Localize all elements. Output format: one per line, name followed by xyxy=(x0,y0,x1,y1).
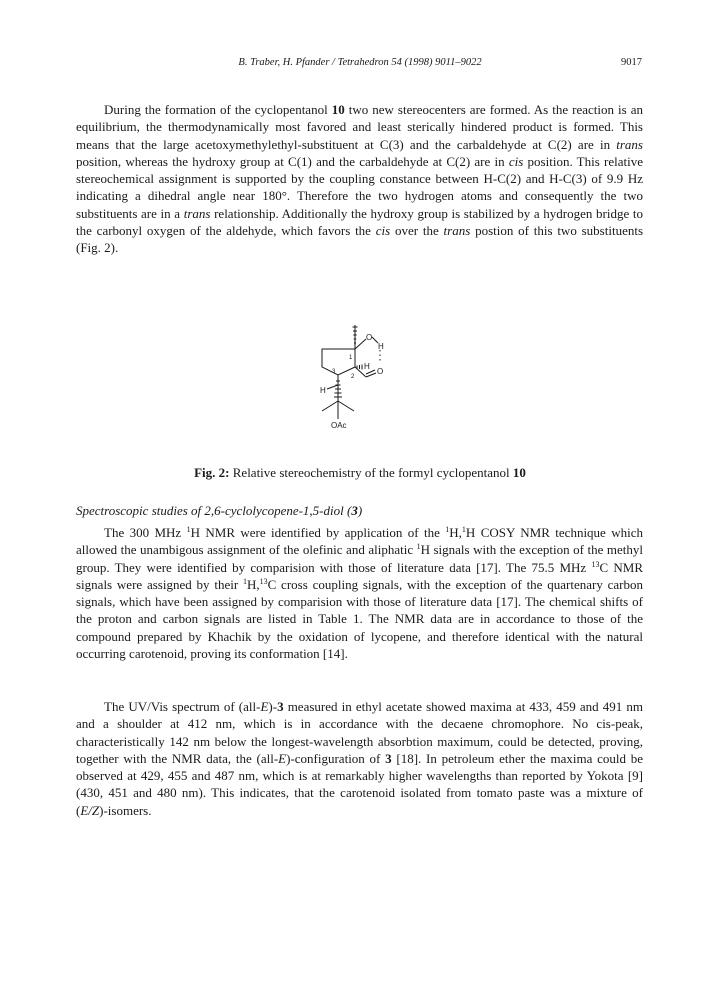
text-run: C NMR signals were assigned by their xyxy=(76,559,643,592)
text-run: postion of this two substituents (Fig. 2). xyxy=(76,222,644,255)
compound-ref: 10 xyxy=(331,102,345,117)
locant-1: 1 xyxy=(349,355,353,361)
locant-3: 3 xyxy=(332,369,336,375)
italic-term: cis xyxy=(375,222,391,238)
caption-label: Fig. 2: xyxy=(194,465,230,480)
text-run: position, whereas the hydroxy group at C(1) and the carbaldehyde at C(2) are in xyxy=(76,153,509,169)
text-run: The UV/Vis spectrum of (all- xyxy=(104,699,261,714)
text-run: C cross coupling signals, with the exception of the quartenary carbon signals, which have been assigned by comparision with those of literature data [17]. The chemical shifts of the proton and carbon signals are listed in Table 1. The NMR data are in accordance to those of the compound prepared by Khachik by the oxidation of lycopene, and therefore identical with the natural occurring carotenoid, proving its conformation [14]. xyxy=(76,576,643,661)
text-run: position. This relative stereochemical assignment is supported by the coupling constance between H-C(2) and H-C(3) of 9.9 Hz indicating a dihedral angle near 180°. Therefore the two hydrogen atoms and consequently the two substituents are in a xyxy=(76,153,644,221)
methyl-left xyxy=(322,401,338,411)
section-heading-text: Spectroscopic studies of 2,6-cyclolycopene-1,5-diol ( xyxy=(76,503,352,518)
caption-compound-ref: 10 xyxy=(512,465,526,480)
text-run: H, xyxy=(449,525,462,540)
superscript: 1 xyxy=(416,542,421,552)
superscript: 13 xyxy=(591,559,600,569)
text-run: )-configuration of xyxy=(286,750,386,766)
paragraph-stereocenters xyxy=(76,101,643,256)
italic-term: trans xyxy=(616,136,643,152)
text-run: measured in ethyl acetate showed maxima at 433, 459 and 491 nm and a shoulder at 412 nm, which is in accordance with the decaene chromophore. No cis-peak, characteristically 142 nm below the longest-wavelength absorbtion maximum, could be detected, proving, together with the NMR data, the (all- xyxy=(76,699,643,766)
running-head xyxy=(0,57,720,75)
methyl-right xyxy=(338,401,354,411)
atom-o-right: O xyxy=(377,367,384,376)
ring-bonds xyxy=(322,349,355,375)
text-run: H NMR were identified by application of the xyxy=(190,525,446,540)
caption-text: Relative stereochemistry of the formyl cyclopentanol xyxy=(229,465,513,480)
c1-o-bond xyxy=(355,339,366,349)
atom-h-mid: H xyxy=(364,362,370,371)
atom-h-top: H xyxy=(378,342,384,351)
text-run: H, xyxy=(246,576,260,592)
locant-2: 2 xyxy=(351,374,355,380)
text-run: relationship. Additionally the hydroxy group is stabilized by a hydrogen bridge to the carbonyl oxygen of the aldehyde, which favors the xyxy=(76,205,643,238)
text-run: The 300 MHz xyxy=(104,525,187,540)
figure-caption xyxy=(0,465,720,481)
compound-ref: 3 xyxy=(277,699,284,714)
paragraph-nmr xyxy=(76,524,643,662)
text-run: )- xyxy=(268,699,278,714)
text-run: [18]. In petroleum ether the maxima could be observed at 429, 455 and 487 nm, which is at remarkably higher wavelengths than reported by Yokota [9] (430, 451 and 480 nm). This indicates, that the carotenoid isolated from tomato paste was a mixture of ( xyxy=(76,750,643,818)
italic-term: cis xyxy=(508,153,524,169)
text-run: During the formation of the cyclopentanol xyxy=(104,102,332,117)
compound-ref: 3 xyxy=(385,750,392,766)
text-run: )-isomers. xyxy=(99,802,152,818)
italic-term: trans xyxy=(443,222,471,238)
text-run: over the xyxy=(390,222,444,238)
superscript: 1 xyxy=(445,525,450,534)
atom-o-top: O xyxy=(366,333,373,342)
superscript: 1 xyxy=(461,525,466,534)
italic-term: E/Z xyxy=(80,802,100,818)
running-head-citation: B. Traber, H. Pfander / Tetrahedron 54 (1998) 9011–9022 xyxy=(238,57,482,68)
superscript: 1 xyxy=(242,576,247,586)
cyclopentanol-structure xyxy=(300,323,400,443)
superscript: 13 xyxy=(259,576,268,586)
paragraph-uvvis xyxy=(76,698,643,819)
section-heading-close: ) xyxy=(357,503,363,518)
atom-h-left: H xyxy=(320,386,326,395)
structure-figure xyxy=(300,323,400,443)
section-heading-compound: 3 xyxy=(351,503,358,518)
group-oac: OAc xyxy=(331,421,347,430)
italic-term: E xyxy=(260,699,269,714)
superscript: 1 xyxy=(186,525,191,534)
italic-term: trans xyxy=(183,205,211,221)
section-heading xyxy=(76,503,362,519)
italic-term: E xyxy=(278,750,287,766)
text-run: H signals with the exception of the methyl group. They were identified by comparision with those of literature data [17]. The 75.5 MHz xyxy=(76,542,643,575)
text-run: two new stereocenters are formed. As the reaction is an equilibrium, the thermodynamically most favored and least sterically hindered product is formed. This means that the large acetoxymethylethyl-substituent at C(3) and the carbaldehyde at C(2) are in xyxy=(76,102,643,152)
text-run: H COSY NMR technique which allowed the unambigous assignment of the olefinic and aliphatic xyxy=(76,525,643,558)
page-number: 9017 xyxy=(621,57,642,68)
